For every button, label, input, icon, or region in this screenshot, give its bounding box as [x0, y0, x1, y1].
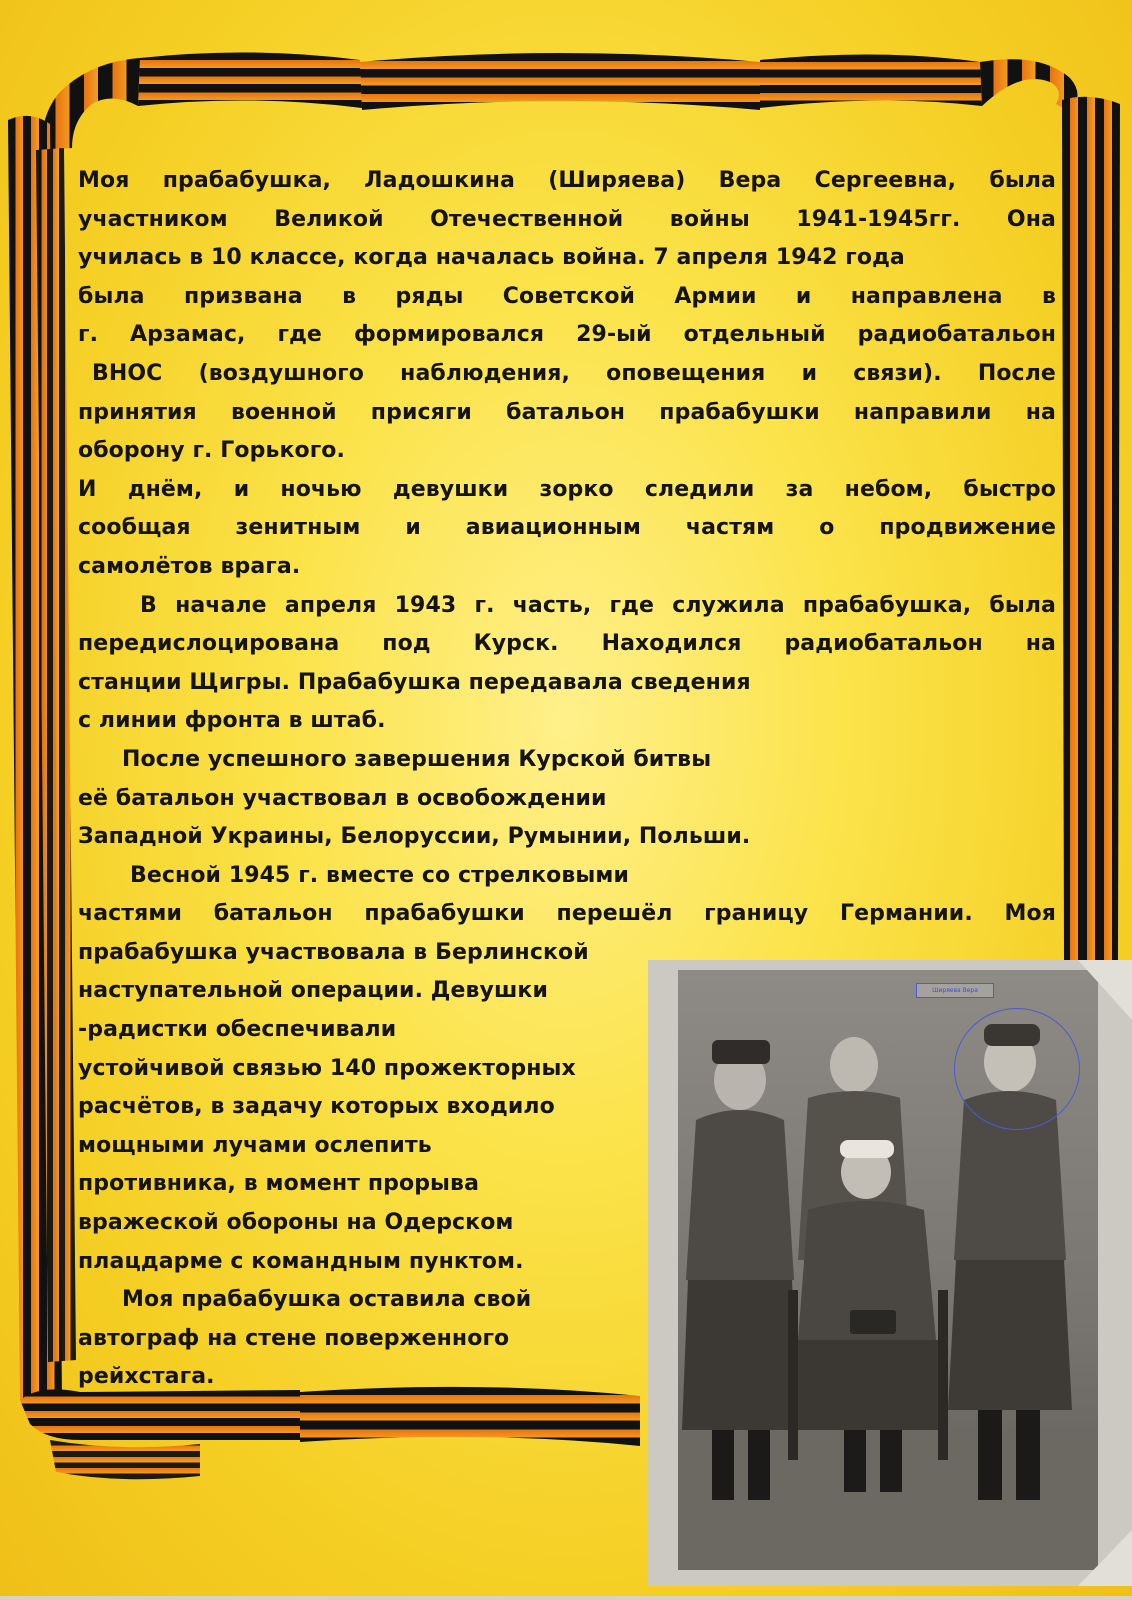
story-line: наступательной операции. Девушки	[78, 978, 548, 1004]
story-line: участником Великой Отечественной войны 1941-1945гг. Она	[78, 206, 1056, 232]
story-line: -радистки обеспечивали	[78, 1017, 397, 1043]
story-line: г. Арзамас, где формировался 29-ый отдельный радиобатальон	[78, 322, 1056, 348]
story-line: расчётов, в задачу которых входило	[78, 1094, 555, 1120]
story-line: училась в 10 классе, когда началась война. 7 апреля 1942 года	[78, 245, 905, 271]
story-line: плацдарме с командным пунктом.	[78, 1248, 524, 1274]
story-line: автограф на стене поверженного	[78, 1325, 510, 1351]
story-line: передислоцирована под Курск. Находился радиобатальон на	[78, 631, 1056, 657]
story-line: ВНОС (воздушного наблюдения, оповещения и связи). После	[92, 360, 1056, 386]
story-line: частями батальон прабабушки перешёл границу Германии. Моя	[78, 901, 1056, 927]
story-line: Западной Украины, Белоруссии, Румынии, Польши.	[78, 824, 751, 850]
story-line: устойчивой связью 140 прожекторных	[78, 1055, 576, 1081]
ribbon-top-left	[138, 52, 362, 108]
story-line: самолётов врага.	[78, 553, 301, 579]
story-line: Моя прабабушка, Ладошкина (Ширяева) Вера Сергеевна, была	[78, 168, 1056, 193]
story-line: оборону г. Горького.	[78, 438, 345, 464]
story-line: вражеской обороны на Одерском	[78, 1210, 514, 1236]
ribbon-right	[1062, 97, 1120, 960]
story-line: рейхстага.	[78, 1364, 215, 1390]
story-line: принятия военной присяги батальон прабабушки направили на	[78, 399, 1056, 425]
story-line: сообщая зенитным и авиационным частям о продвижение	[78, 515, 1056, 541]
story-line: Моя прабабушка оставила свой	[122, 1287, 532, 1313]
story-line: После успешного завершения Курской битвы	[122, 746, 712, 772]
story-line: её батальон участвовал в освобождении	[78, 785, 607, 811]
highlight-circle	[954, 1008, 1080, 1130]
story-line: с линии фронта в штаб.	[78, 708, 386, 734]
story-line: была призвана в ряды Советской Армии и направлена в	[78, 283, 1056, 309]
ribbon-top-mid	[360, 53, 760, 110]
photo-name-label: Ширяева Вера	[916, 983, 994, 998]
story-line: В начале апреля 1943 г. часть, где служила прабабушка, была	[140, 592, 1056, 618]
story-line: мощными лучами ослепить	[78, 1132, 432, 1158]
story-line: станции Щигры. Прабабушка передавала сведения	[78, 669, 751, 695]
ribbon-top-right	[760, 54, 982, 108]
historic-group-photo	[648, 960, 1132, 1586]
bottom-border	[0, 1596, 1132, 1600]
story-line: Весной 1945 г. вместе со стрелковыми	[130, 862, 629, 888]
story-line: противника, в момент прорыва	[78, 1171, 480, 1197]
story-line: И днём, и ночью девушки зорко следили за небом, быстро	[78, 476, 1056, 502]
story-line: прабабушка участвовала в Берлинской	[78, 939, 589, 965]
